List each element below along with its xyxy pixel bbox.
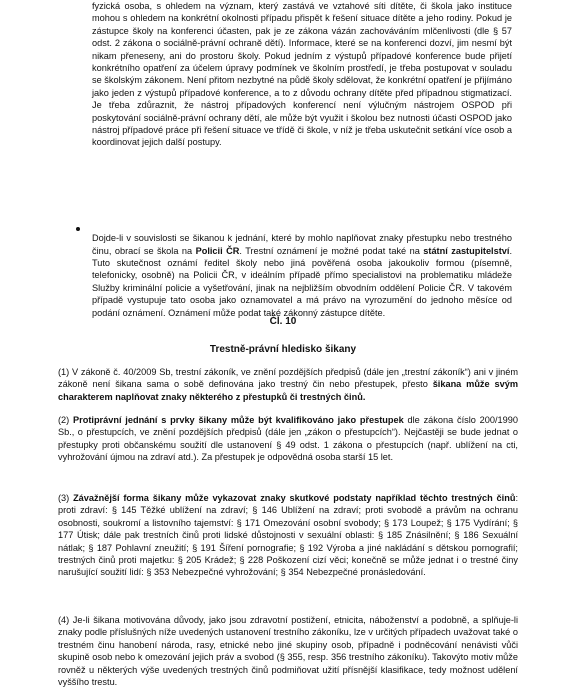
article-number: Čl. 10 bbox=[269, 316, 297, 327]
paragraph-3-body: : proti zdraví: § 145 Těžké ublížení na zdraví; § 146 Ublížení na zdraví; proti svobodě a právům na ochranu osobnosti, soukromí a listovního tajemství: § 171 Omezování osobní svobody; § 173 Loupež; § 175 Vydírání; § 177 Útisk; dále pak trestních činů proti lidské důstojnosti v sexuální oblasti: § 185 Znásilnění; § 186 Sexuální nátlak; § 187 Pohlavní zneužití; § 191 Šíření pornografie; § 192 Výroba a jiné nakládání s dětskou pornografií; trestných činů proti majetku: § 205 Krádež; § 228 Poškození cizí věci; konečně se může jednat i o trestné činy narušující soužití lidí: § 353 Nebezpečné vyhrožování; § 354 Nebezpečné pronásledování. bbox=[58, 493, 519, 578]
bullet-text bbox=[92, 232, 512, 319]
intro-paragraph bbox=[92, 0, 512, 149]
bullet-bold-police: Policii ČR bbox=[195, 245, 240, 256]
paragraph-2-body: dle zákona číslo 200/1990 Sb., o přestupcích, ve znění pozdějších předpisů (dále jen „zákon o přestupcích“). Nejčastěji se bude jednat o přestupky proti občanskému soužití dle ustanovení § 49 odst. 1 zákona o přestupcích (např. ublížení na cti, vyhrožování újmou na zdraví atd.). Za přestupek je odpovědná osoba starší 15 let. bbox=[58, 415, 518, 463]
paragraph-1-bold: šikana může svým charakterem naplňovat znaky některého z přestupků či trestných činů. bbox=[58, 379, 518, 402]
intro-text: fyzická osoba, s ohledem na význam, který zastává ve vztahové síti dítěte, či škola jako instituce mohou s ohledem na konkrétní okolnosti případu přispět k řešení situace dítěte a jeho rodiny. Pokud je zástupce školy na konferenci účasten, pak je ze zákona vázán zachováváním mlčenlivosti (dle § 57 odst. 2 zákona o sociálně-právní ochraně dětí). Informace, které se na konferenci dozví, jim nesmí být nikam přeneseny, ani do prostoru školy. Pokud jedním z výstupů případové konference bude přijetí konkrétního opatření za účelem úpravy podmínek ve školním prostředí, je třeba postupovat v souladu se školským zákonem. Není přitom nezbytné na půdě školy sdělovat, že konkrétní opatření je přijímáno jako jeden z výstupů případové konference, a to z důvodu ochrany dítěte před případnou stigmatizací. Je třeba zdůraznit, že nástroj případových konferencí není výlučným nástrojem OSPOD při poskytování sociálně-právní ochrany dětí, ale může být využit i školou bez nutnosti účasti OSPOD jako nástroj případové práce při řešení situace ve třídě či škole, v níž je třeba uskutečnit setkání více osob a koordinovat jejich další postupy. bbox=[92, 1, 512, 148]
bullet-dot-icon bbox=[76, 227, 80, 231]
paragraph-3-text bbox=[58, 492, 518, 579]
paragraph-2-text bbox=[58, 414, 518, 464]
paragraph-1-text bbox=[58, 366, 518, 403]
paragraph-3-bold: Závažnější forma šikany může vykazovat znaky skutkové podstaty například těchto trestných činů bbox=[73, 493, 516, 503]
paragraph-2 bbox=[58, 414, 518, 464]
article-title: Trestně-právní hledisko šikany bbox=[209, 344, 357, 355]
paragraph-3-prefix: (3) bbox=[58, 493, 74, 503]
bullet-text-part1: Dojde-li v souvislosti se šikanou k jednání, které by mohlo naplňovat znaky přestupku nebo trestného činu, obrací se škola na bbox=[92, 233, 512, 256]
paragraph-2-bold: Protiprávní jednání s prvky šikany může být kvalifikováno jako přestupek bbox=[73, 415, 404, 425]
bullet-bold-prosecution: státní zastupitelství bbox=[423, 245, 510, 256]
paragraph-2-prefix: (2) bbox=[58, 415, 74, 425]
paragraph-4-text: (4) Je-li šikana motivována důvody, jako jsou zdravotní postižení, etnicita, náboženství a podobně, a splňuje-li znaky podle příslušných níže uvedených ustanovení trestního zákoníku, lze v určitých případech uvažovat také o trestném činu hanobení národa, rasy, etnické nebo jiné skupiny osob, případně i podněcování nenávisti vůči skupině osob nebo k omezování jejich práv a svobod (§ 355, resp. 356 trestního zákoníku). Takovýto motiv může rovněž u některých výše uvedených trestných činů podmiňovat užití přísnější klasifikace, tedy možnost udělení vyššího trestu. bbox=[58, 615, 518, 688]
paragraph-4 bbox=[58, 614, 518, 688]
paragraph-1-body: (1) V zákoně č. 40/2009 Sb, trestní zákoník, ve znění pozdějších předpisů (dále jen „trestní zákoník“) ani v jiném zákoně není šikana sama o sobě definována jako trestný čin nebo přestupek, přesto bbox=[58, 367, 518, 390]
bullet-text-part2: . Trestní oznámení je možné podat také na bbox=[239, 245, 424, 256]
bullet-text-part3: . Tuto skutečnost oznámí ředitel školy nebo jiná pověřená osoba jakoukoliv formou (písemně, telefonicky, osobně) na Policii ČR, v ideálním případě přímo specialistovi na problematiku mládeže Služby kriminální policie a vyšetřování, jinak na nejbližším obvodním oddělení Policie ČR. V takovém případě vystupuje tato osoba jako oznamovatel a má právo na vyrozumění do jednoho měsíce od podání oznámení. Oznámení může podat také zákonný zástupce dítěte. bbox=[92, 245, 513, 318]
paragraph-1 bbox=[58, 366, 518, 403]
paragraph-3 bbox=[58, 492, 518, 579]
